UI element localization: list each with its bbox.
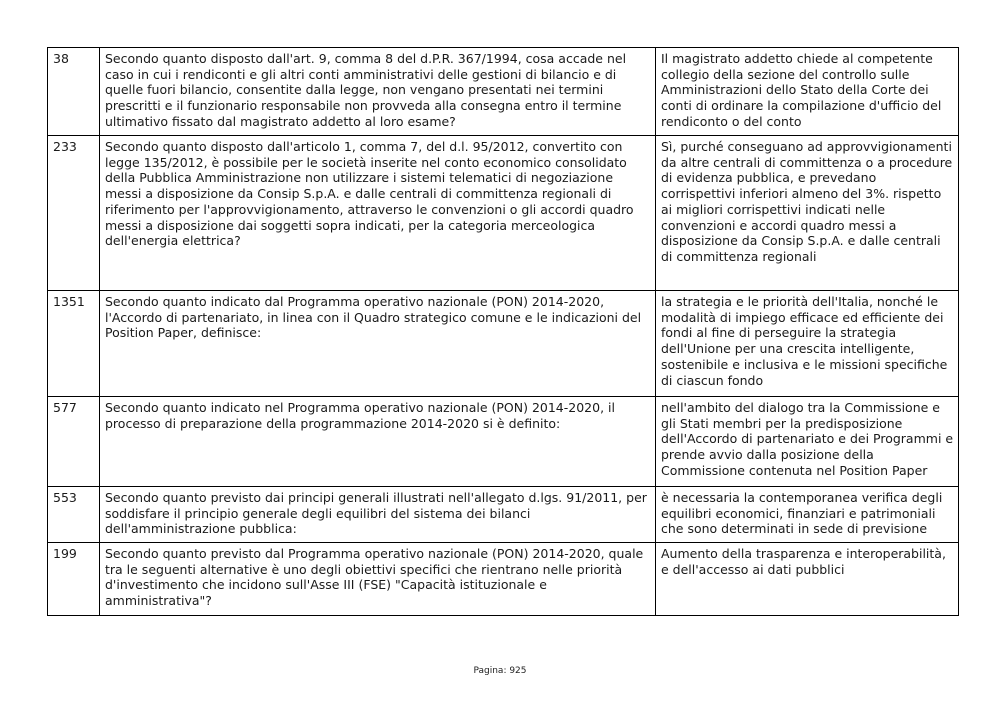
table-row: [48, 487, 959, 543]
question-id: 577: [48, 397, 100, 487]
table-row: [48, 543, 959, 616]
question-text: Secondo quanto previsto dal Programma operativo nazionale (PON) 2014-2020, quale tra le seguenti alternative è uno degli obiettivi specifici che rientrano nelle priorità d'investimento che incidono sull'Asse III (FSE) "Capacità istituzionale e amministrativa"?: [100, 543, 656, 616]
page-number: Pagina: 925: [473, 666, 527, 676]
question-id: 38: [48, 48, 100, 136]
question-id: 1351: [48, 291, 100, 397]
question-id: 199: [48, 543, 100, 616]
answer-text: la strategia e le priorità dell'Italia, nonché le modalità di impiego efficace ed efficiente dei fondi al fine di perseguire la strategia dell'Unione per una crescita intelligente, sostenibile e inclusiva e le missioni specifiche di ciascun fondo: [656, 291, 959, 397]
answer-text: è necessaria la contemporanea verifica degli equilibri economici, finanziari e patrimoniali che sono determinati in sede di previsione: [656, 487, 959, 543]
table-row: [48, 397, 959, 487]
table-row: [48, 291, 959, 397]
answer-text: Aumento della trasparenza e interoperabilità, e dell'accesso ai dati pubblici: [656, 543, 959, 616]
answer-text: nell'ambito del dialogo tra la Commissione e gli Stati membri per la predisposizione dell'Accordo di partenariato e dei Programmi e prende avvio dalla posizione della Commissione contenuta nel Position Paper: [656, 397, 959, 487]
questions-table: [47, 47, 959, 616]
question-id: 233: [48, 136, 100, 291]
answer-text: Sì, purché conseguano ad approvvigionamenti da altre centrali di committenza o a procedure di evidenza pubblica, e prevedano corrispettivi inferiori almeno del 3%. rispetto ai migliori corrispettivi indicati nelle convenzioni e accordi quadro messi a disposizione da Consip S.p.A. e dalle centrali di committenza regionali: [656, 136, 959, 291]
question-text: Secondo quanto indicato dal Programma operativo nazionale (PON) 2014-2020, l'Accordo di partenariato, in linea con il Quadro strategico comune e le indicazioni del Position Paper, definisce:: [100, 291, 656, 397]
question-text: Secondo quanto disposto dall'art. 9, comma 8 del d.P.R. 367/1994, cosa accade nel caso in cui i rendiconti e gli altri conti amministrativi delle gestioni di bilancio e di quelle fuori bilancio, consentite dalla legge, non vengano presentati nei termini prescritti e il funzionario responsabile non provveda alla consegna entro il termine ultimativo fissato dal magistrato addetto al loro esame?: [100, 48, 656, 136]
question-id: 553: [48, 487, 100, 543]
answer-text: Il magistrato addetto chiede al competente collegio della sezione del controllo sulle Amministrazioni dello Stato della Corte dei conti di ordinare la compilazione d'ufficio del rendiconto o del conto: [656, 48, 959, 136]
table-row: [48, 48, 959, 136]
question-text: Secondo quanto disposto dall'articolo 1, comma 7, del d.l. 95/2012, convertito con legge 135/2012, è possibile per le società inserite nel conto economico consolidato della Pubblica Amministrazione non utilizzare i sistemi telematici di negoziazione messi a disposizione da Consip S.p.A. e dalle centrali di committenza regionali di riferimento per l'approvvigionamento, attraverso le convenzioni o gli accordi quadro messi a disposizione dai soggetti sopra indicati, per la categoria merceologica dell'energia elettrica?: [100, 136, 656, 291]
question-text: Secondo quanto previsto dai principi generali illustrati nell'allegato d.lgs. 91/2011, per soddisfare il principio generale degli equilibri del sistema dei bilanci dell'amministrazione pubblica:: [100, 487, 656, 543]
question-text: Secondo quanto indicato nel Programma operativo nazionale (PON) 2014-2020, il processo di preparazione della programmazione 2014-2020 si è definito:: [100, 397, 656, 487]
table-row: [48, 136, 959, 291]
